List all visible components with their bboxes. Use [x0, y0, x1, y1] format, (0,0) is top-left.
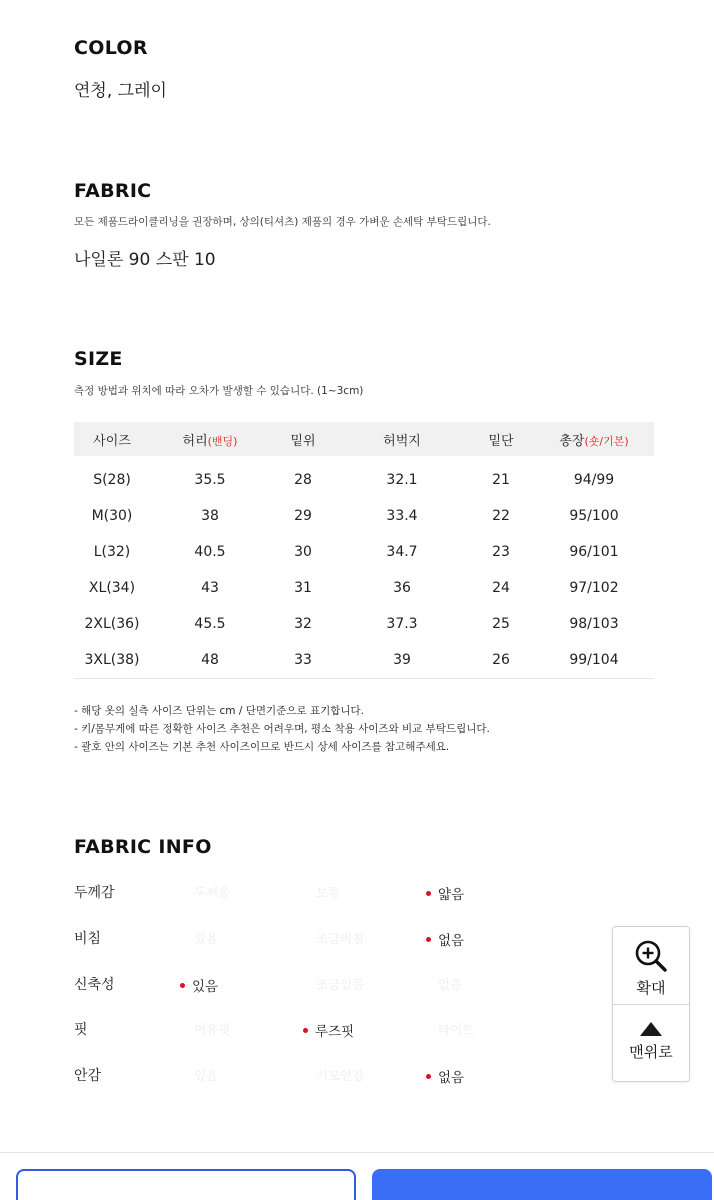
- fabric-info-row-thickness: [74, 882, 634, 906]
- cell-hem: 26: [468, 642, 534, 678]
- fabric-info-option: 보통: [316, 885, 341, 900]
- table-row: [74, 498, 654, 534]
- cell-rise: 33: [270, 642, 336, 678]
- floating-action-panel: [612, 926, 690, 1082]
- header-hem: 밑단: [468, 422, 534, 456]
- cell-size: M(30): [91, 508, 133, 524]
- header-waist: 허리(밴딩): [150, 422, 270, 456]
- cell-rise: 29: [294, 508, 312, 524]
- fabric-info-option-selected: 루즈핏: [303, 1020, 354, 1040]
- fabric-section-title: FABRIC: [74, 180, 152, 202]
- fabric-info-option-selected: 있음: [180, 975, 218, 995]
- cell-length: 97/102: [569, 580, 619, 596]
- fabric-composition: 나일론 90 스판 10: [74, 250, 216, 270]
- fabric-info-option: 타이트: [438, 1022, 475, 1037]
- fabric-info-label: 두께감: [74, 885, 115, 901]
- cell-thigh: 34.7: [386, 544, 418, 560]
- cell-hem: 23: [492, 544, 510, 560]
- fabric-care-note: 모든 제품드라이클리닝을 권장하며, 상의(티셔츠) 제품의 경우 가벼운 손세탁 부탁드립니다.: [74, 216, 491, 228]
- color-section-title: COLOR: [74, 37, 148, 59]
- cell-size: L(32): [93, 544, 131, 560]
- cell-hem: 24: [492, 580, 510, 596]
- cell-rise: 28: [294, 472, 312, 488]
- size-measure-note: 측정 방법과 위치에 따라 오차가 발생할 수 있습니다. (1~3cm): [74, 385, 364, 397]
- cell-waist: 40.5: [194, 544, 226, 560]
- cell-length: 98/103: [569, 616, 619, 632]
- fabric-info-option: 없음: [438, 977, 463, 992]
- fabric-info-option: 여유핏: [194, 1022, 231, 1037]
- cell-waist: 48: [150, 642, 270, 678]
- cell-hem: 25: [492, 616, 510, 632]
- cell-length: 99/104: [534, 642, 654, 678]
- fabric-info-option: 두꺼움: [194, 885, 231, 900]
- fabric-info-option: 조금있음: [316, 977, 365, 992]
- fabric-info-option-selected: 얇음: [426, 883, 464, 903]
- table-row: [74, 456, 654, 498]
- table-row: [74, 570, 654, 606]
- secondary-action-button[interactable]: [16, 1169, 356, 1200]
- cell-thigh: 33.4: [386, 508, 418, 524]
- zoom-button[interactable]: [613, 927, 689, 1005]
- size-note-line: - 해당 옷의 실측 사이즈 단위는 cm / 단면기준으로 표기합니다.: [74, 705, 364, 717]
- cell-waist: 35.5: [194, 472, 226, 488]
- cell-waist: 38: [201, 508, 219, 524]
- zoom-in-icon: [634, 939, 668, 973]
- size-table: [74, 422, 654, 679]
- fabric-info-option: 기모안감: [316, 1068, 365, 1083]
- size-table-header: [74, 422, 654, 456]
- cell-size: XL(34): [88, 580, 136, 596]
- cell-length: 96/101: [569, 544, 619, 560]
- fabric-info-option-selected: 없음: [426, 929, 464, 949]
- primary-action-button[interactable]: [372, 1169, 712, 1200]
- cell-thigh: 32.1: [386, 472, 418, 488]
- cell-waist: 45.5: [194, 616, 226, 632]
- scroll-top-button[interactable]: [613, 1005, 689, 1083]
- size-notes: [74, 702, 490, 756]
- cell-length: 94/99: [573, 472, 615, 488]
- cell-hem: 22: [492, 508, 510, 524]
- cell-thigh: 39: [336, 642, 468, 678]
- size-note-line: - 괄호 안의 사이즈는 기본 추천 사이즈이므로 반드시 상세 사이즈를 참고해주세요.: [74, 741, 450, 753]
- table-row: [74, 642, 654, 678]
- cell-waist: 43: [201, 580, 219, 596]
- header-rise: 밑위: [270, 422, 336, 456]
- fabric-info-label: 비침: [74, 931, 102, 947]
- cell-size: S(28): [93, 472, 131, 488]
- cell-length: 95/100: [569, 508, 619, 524]
- bottom-action-bar: [0, 1152, 714, 1200]
- cell-size: 2XL(36): [84, 616, 140, 632]
- fabric-info-option: 조금비침: [316, 931, 365, 946]
- cell-thigh: 36: [393, 580, 411, 596]
- fabric-info-row-stretch: [74, 974, 634, 998]
- fabric-info-label: 핏: [74, 1022, 88, 1038]
- table-row: [74, 606, 654, 642]
- color-value: 연청, 그레이: [74, 81, 167, 101]
- header-thigh: 허벅지: [336, 422, 468, 456]
- table-row: [74, 534, 654, 570]
- size-section-title: SIZE: [74, 348, 123, 370]
- header-size: 사이즈: [74, 422, 150, 456]
- header-length: 총장(숏/기본): [534, 422, 654, 456]
- triangle-up-icon: [639, 1021, 663, 1037]
- fabric-info-option: 있음: [194, 931, 219, 946]
- fabric-info-row-lining: [74, 1065, 634, 1089]
- fabric-info-label: 신축성: [74, 977, 115, 993]
- fabric-info-row-sheerness: [74, 928, 634, 952]
- fabric-info-label: 안감: [74, 1068, 102, 1084]
- cell-rise: 32: [294, 616, 312, 632]
- fabric-info-option-selected: 없음: [426, 1066, 464, 1086]
- fabric-info-title: FABRIC INFO: [74, 836, 212, 858]
- cell-thigh: 37.3: [386, 616, 418, 632]
- scroll-top-label: 맨위로: [629, 1043, 673, 1061]
- fabric-info-option: 있음: [194, 1068, 219, 1083]
- cell-rise: 30: [294, 544, 312, 560]
- size-note-line: - 키/몸무게에 따른 정확한 사이즈 추천은 어려우며, 평소 착용 사이즈와 비교 부탁드립니다.: [74, 723, 490, 735]
- cell-size: 3XL(38): [74, 642, 150, 678]
- fabric-info-row-fit: [74, 1019, 634, 1043]
- cell-rise: 31: [294, 580, 312, 596]
- zoom-label: 확대: [636, 979, 666, 997]
- cell-hem: 21: [492, 472, 510, 488]
